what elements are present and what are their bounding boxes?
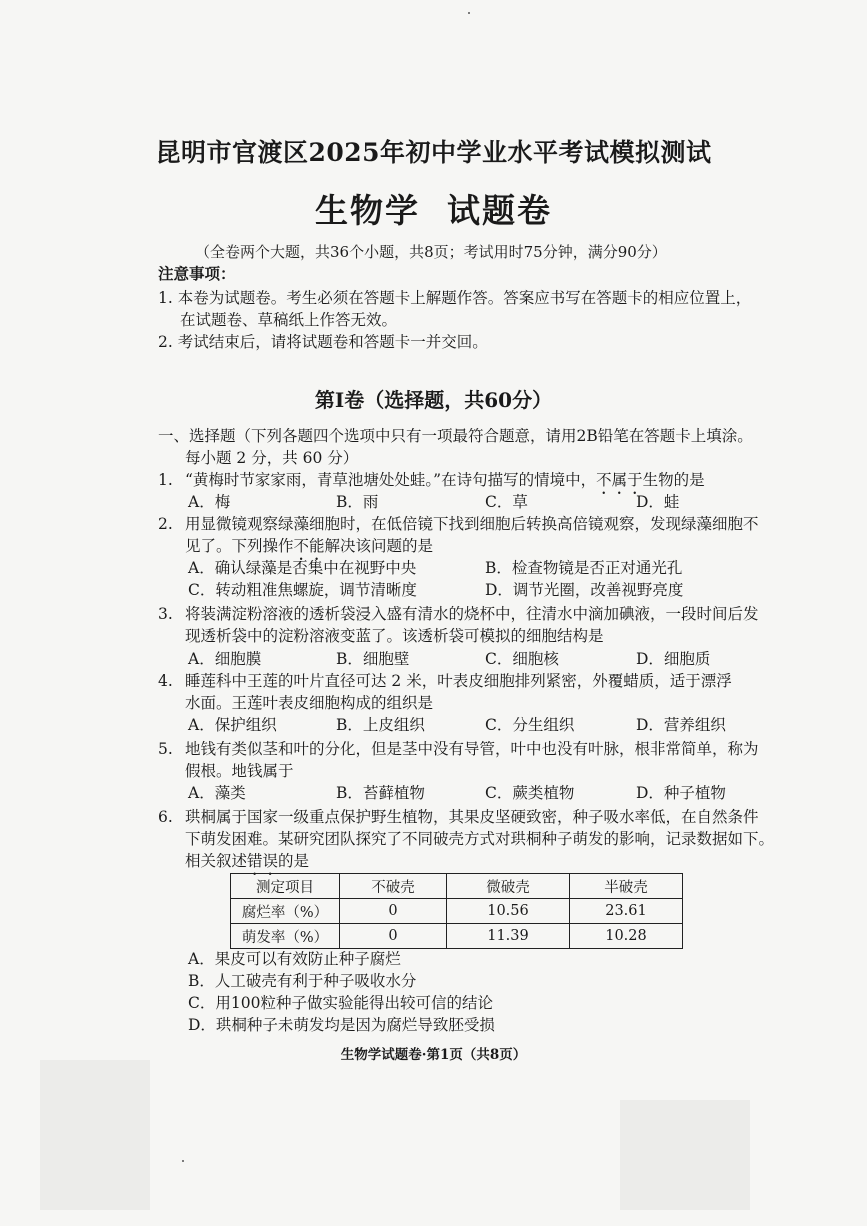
- q2-stem-text-end: 解决该问题的是: [324, 537, 434, 555]
- q3-option-d: D．细胞质: [636, 650, 711, 668]
- q4-option-a: A．保护组织: [188, 716, 277, 734]
- q2-option-a: A．确认绿藻是否集中在视野中央: [188, 559, 417, 577]
- q5-option-b: B．苔藓植物: [336, 784, 425, 802]
- q1-stem: [185, 469, 705, 498]
- table-header-cell: 半破壳: [570, 874, 683, 899]
- q5-option-d: D．种子植物: [636, 784, 726, 802]
- notice-item-1: 1. 本卷为试题卷。考生必须在答题卡上解题作答。答案应书写在答题卡的相应位置上，: [158, 289, 752, 307]
- q4-option-b: B．上皮组织: [336, 716, 425, 734]
- table-header-row: [231, 874, 683, 899]
- q1-option-c: C．草: [485, 493, 528, 511]
- q3-number: 3.: [158, 605, 173, 623]
- table-cell: 0: [340, 924, 447, 949]
- section-title: 第Ⅰ卷（选择题，共60分）: [314, 388, 553, 412]
- notice-heading: 注意事项：: [158, 264, 236, 283]
- exam-subject-title: 生物学 试题卷: [315, 191, 552, 230]
- q6-emphasis: 错误: [247, 852, 279, 870]
- q2-emphasis: 不能: [293, 537, 325, 555]
- q1-option-a: A．梅: [188, 493, 231, 511]
- table-header-cell: 不破壳: [340, 874, 447, 899]
- q6-stem: 珙桐属于国家一级重点保护野生植物，其果皮坚硬致密，种子吸水率低，在自然条件: [185, 808, 759, 826]
- q6-number: 6.: [158, 808, 173, 826]
- table-cell: 0: [340, 899, 447, 924]
- q5-option-c: C．蕨类植物: [485, 784, 575, 802]
- q6-stem-text-end: 的是: [278, 852, 310, 870]
- q2-option-d: D．调节光圈，改善视野亮度: [485, 581, 684, 599]
- q1-emphasis: 不属于: [596, 471, 643, 489]
- scan-speck: [182, 1160, 184, 1162]
- seed-germination-table: [230, 873, 683, 949]
- q2-option-b: B．检查物镜是否正对通光孔: [485, 559, 683, 577]
- q6-option-a: A．果皮可以有效防止种子腐烂: [188, 950, 401, 968]
- q4-number: 4.: [158, 672, 173, 690]
- page-footer: 生物学试题卷·第1页（共8页）: [340, 1047, 527, 1063]
- q1-stem-text-end: 生物的是: [642, 471, 705, 489]
- q3-option-c: C．细胞核: [485, 650, 559, 668]
- q5-option-a: A．藻类: [188, 784, 246, 802]
- table-cell: 萌发率（%）: [231, 924, 340, 949]
- q6-stem-text: 相关叙述: [185, 852, 248, 870]
- table-cell: 10.56: [447, 899, 570, 924]
- q5-number: 5.: [158, 740, 173, 758]
- q3-option-b: B．细胞壁: [336, 650, 410, 668]
- scan-smudge: [40, 1060, 150, 1210]
- q2-option-c: C．转动粗准焦螺旋，调节清晰度: [188, 581, 417, 599]
- q1-option-d: D．蛙: [636, 493, 680, 511]
- q4-stem-cont: 水面。王莲叶表皮细胞构成的组织是: [185, 694, 434, 712]
- exam-meta: （全卷两个大题，共36个小题，共8页；考试用时75分钟，满分90分）: [195, 243, 667, 261]
- q6-option-b: B．人工破壳有利于种子吸收水分: [188, 972, 417, 990]
- scan-smudge: [620, 1100, 750, 1210]
- q6-option-c: C．用100粒种子做实验能得出较可信的结论: [188, 994, 493, 1012]
- part-instructions: 一、选择题（下列各题四个选项中只有一项最符合题意，请用2B铅笔在答题卡上填涂。: [158, 427, 753, 445]
- q6-option-d: D．珙桐种子未萌发均是因为腐烂导致胚受损: [188, 1016, 495, 1034]
- part-instructions-cont: 每小题 2 分，共 60 分）: [185, 449, 359, 467]
- table-row: [231, 924, 683, 949]
- q1-stem-text: “黄梅时节家家雨，青草池塘处处蛙。”在诗句描写的情境中，: [185, 471, 597, 489]
- q6-stem-cont: 下萌发困难。某研究团队探究了不同破壳方式对珙桐种子萌发的影响，记录数据如下。: [185, 830, 775, 848]
- table-header-cell: 测定项目: [231, 874, 340, 899]
- q2-stem-text: 见了。下列操作: [185, 537, 294, 555]
- q1-number: 1.: [158, 471, 173, 489]
- table-cell: 23.61: [570, 899, 683, 924]
- q2-stem: 用显微镜观察绿藻细胞时，在低倍镜下找到细胞后转换高倍镜观察，发现绿藻细胞不: [185, 515, 759, 533]
- q2-number: 2.: [158, 515, 173, 533]
- scan-speck: [468, 12, 470, 14]
- table-cell: 10.28: [570, 924, 683, 949]
- q4-stem: 睡莲科中王莲的叶片直径可达 2 米，叶表皮细胞排列紧密，外覆蜡质，适于漂浮: [185, 672, 732, 690]
- table-row: [231, 899, 683, 924]
- q3-option-a: A．细胞膜: [188, 650, 262, 668]
- q5-stem: 地钱有类似茎和叶的分化，但是茎中没有导管，叶中也没有叶脉，根非常简单，称为: [185, 740, 759, 758]
- exam-title: 昆明市官渡区2025年初中学业水平考试模拟测试: [155, 138, 712, 167]
- q5-stem-cont: 假根。地钱属于: [185, 762, 294, 780]
- q4-option-c: C．分生组织: [485, 716, 575, 734]
- table-cell: 11.39: [447, 924, 570, 949]
- notice-item-2: 2. 考试结束后，请将试题卷和答题卡一并交回。: [158, 333, 488, 351]
- q3-stem: 将装满淀粉溶液的透析袋浸入盛有清水的烧杯中，往清水中滴加碘液，一段时间后发: [185, 605, 759, 623]
- table-header-cell: 微破壳: [447, 874, 570, 899]
- q1-option-b: B．雨: [336, 493, 379, 511]
- table-cell: 腐烂率（%）: [231, 899, 340, 924]
- q3-stem-cont: 现透析袋中的淀粉溶液变蓝了。该透析袋可模拟的细胞结构是: [185, 627, 604, 645]
- q4-option-d: D．营养组织: [636, 716, 726, 734]
- notice-item-1-cont: 在试题卷、草稿纸上作答无效。: [180, 311, 398, 329]
